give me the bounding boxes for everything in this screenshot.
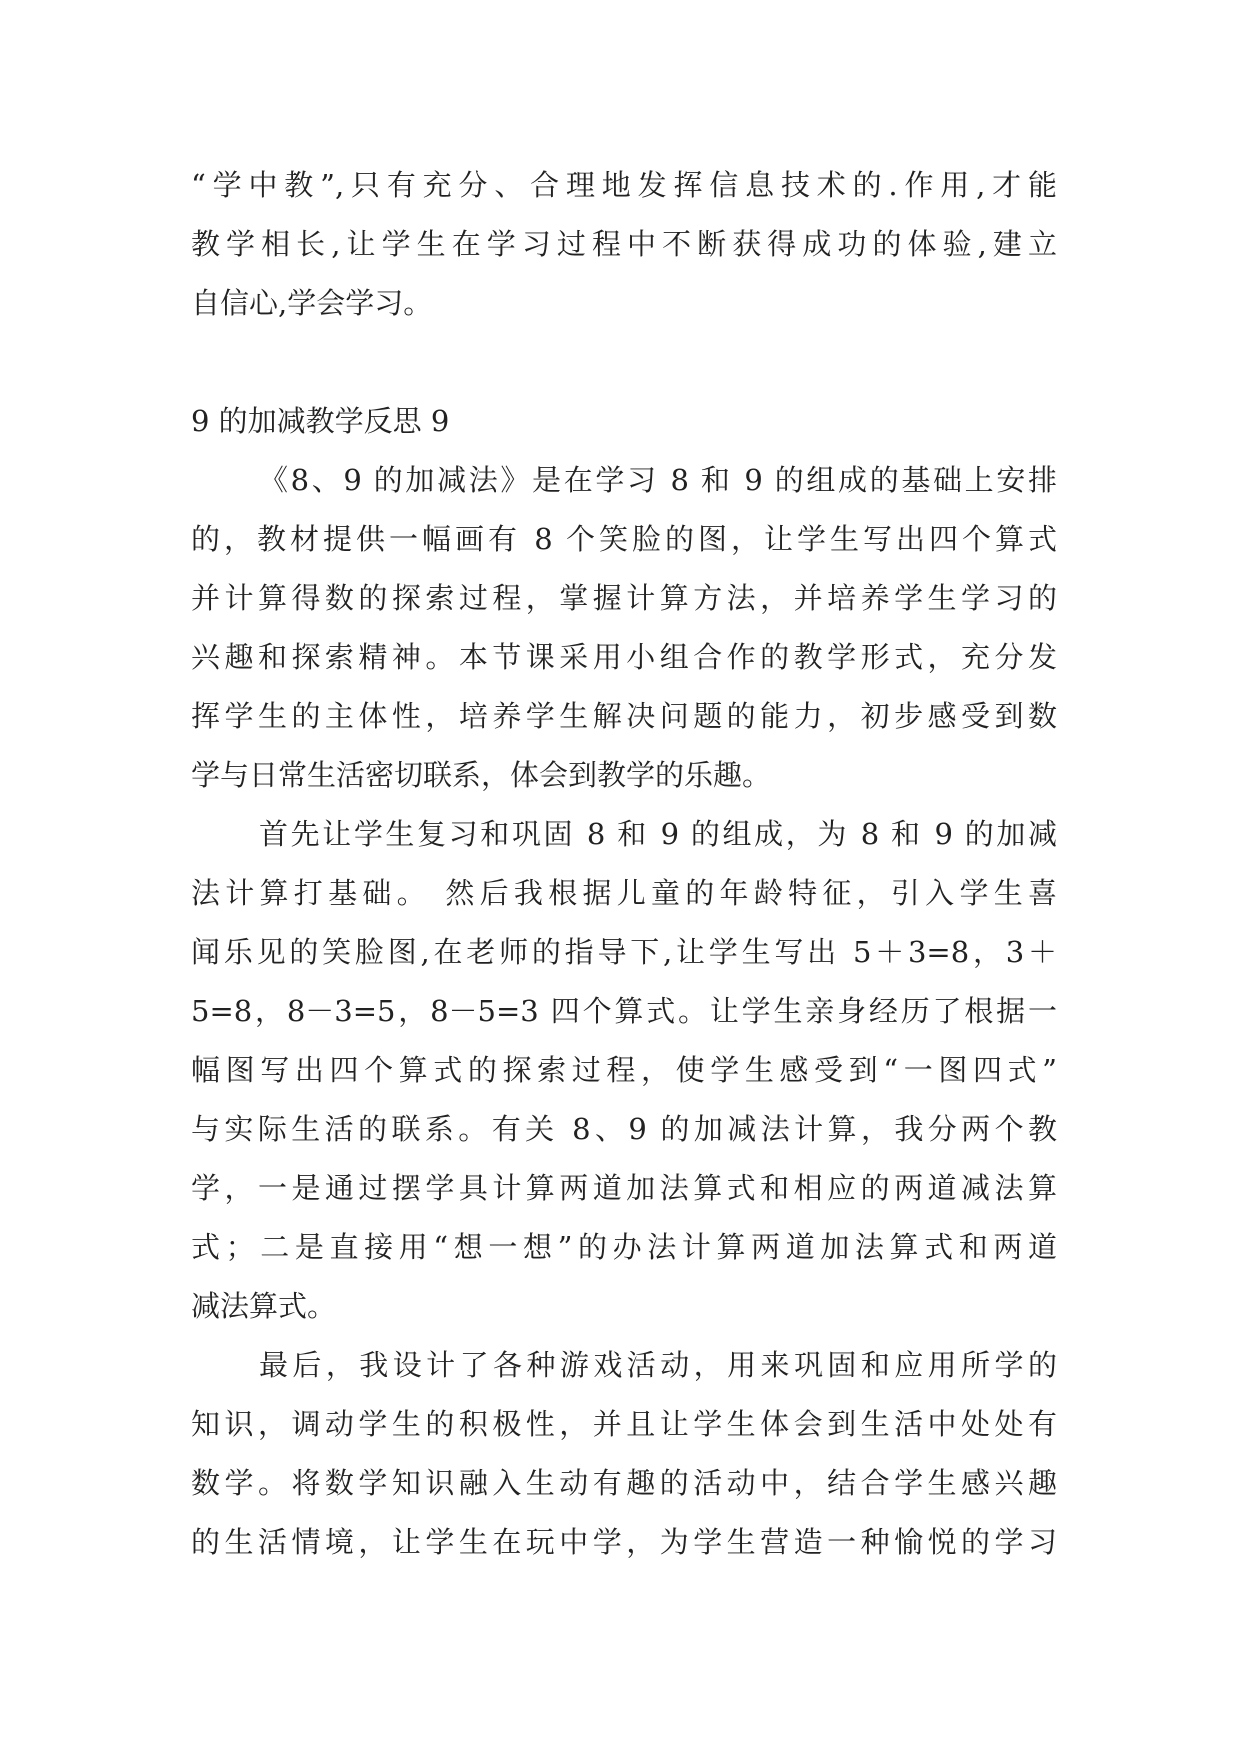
text-line: 法计算打基础。 然后我根据儿童的年龄特征，引入学生喜 bbox=[191, 876, 1057, 910]
text-line: 幅图写出四个算式的探索过程，使学生感受到“一图四式” bbox=[191, 1053, 1057, 1087]
paragraph bbox=[191, 451, 1057, 805]
text-line: 闻乐见的笑脸图,在老师的指导下,让学生写出 5＋3=8，3＋ bbox=[191, 935, 1057, 969]
text-line: 知识，调动学生的积极性，并且让学生体会到生活中处处有 bbox=[191, 1407, 1057, 1441]
paragraph bbox=[191, 156, 1057, 333]
text-line: “学中教”,只有充分、合理地发挥信息技术的.作用,才能 bbox=[191, 168, 1057, 202]
text-line: 教学相长,让学生在学习过程中不断获得成功的体验,建立 bbox=[191, 227, 1057, 261]
text-line: 减法算式。 bbox=[191, 1289, 337, 1323]
text-line: 自信心,学会学习。 bbox=[191, 286, 433, 320]
text-line: 学与日常生活密切联系，体会到教学的乐趣。 bbox=[191, 758, 772, 792]
paragraph bbox=[191, 805, 1057, 1336]
text-line: 最后，我设计了各种游戏活动，用来巩固和应用所学的 bbox=[259, 1348, 1057, 1382]
text-line: 与实际生活的联系。有关 8、9 的加减法计算，我分两个教 bbox=[191, 1112, 1057, 1146]
text-line: 首先让学生复习和巩固 8 和 9 的组成，为 8 和 9 的加减 bbox=[259, 817, 1057, 851]
text-line: 数学。将数学知识融入生动有趣的活动中，结合学生感兴趣 bbox=[191, 1466, 1057, 1500]
text-line: 兴趣和探索精神。本节课采用小组合作的教学形式，充分发 bbox=[191, 640, 1057, 674]
paragraph bbox=[191, 1336, 1057, 1572]
text-line: 的，教材提供一幅画有 8 个笑脸的图，让学生写出四个算式 bbox=[191, 522, 1057, 556]
text-line: 学，一是通过摆学具计算两道加法算式和相应的两道减法算 bbox=[191, 1171, 1057, 1205]
document-page bbox=[191, 156, 1057, 1572]
text-line: 的生活情境，让学生在玩中学，为学生营造一种愉悦的学习 bbox=[191, 1525, 1057, 1559]
text-line: 并计算得数的探索过程，掌握计算方法，并培养学生学习的 bbox=[191, 581, 1057, 615]
text-line: 式；二是直接用“想一想”的办法计算两道加法算式和两道 bbox=[191, 1230, 1057, 1264]
text-line: 《8、9 的加减法》是在学习 8 和 9 的组成的基础上安排 bbox=[259, 463, 1057, 497]
section-heading: 9 的加减教学反思 9 bbox=[191, 404, 450, 438]
blank-line bbox=[191, 333, 1057, 392]
text-line: 挥学生的主体性，培养学生解决问题的能力，初步感受到数 bbox=[191, 699, 1057, 733]
text-line: 5=8，8－3=5，8－5=3 四个算式。让学生亲身经历了根据一 bbox=[191, 994, 1057, 1028]
